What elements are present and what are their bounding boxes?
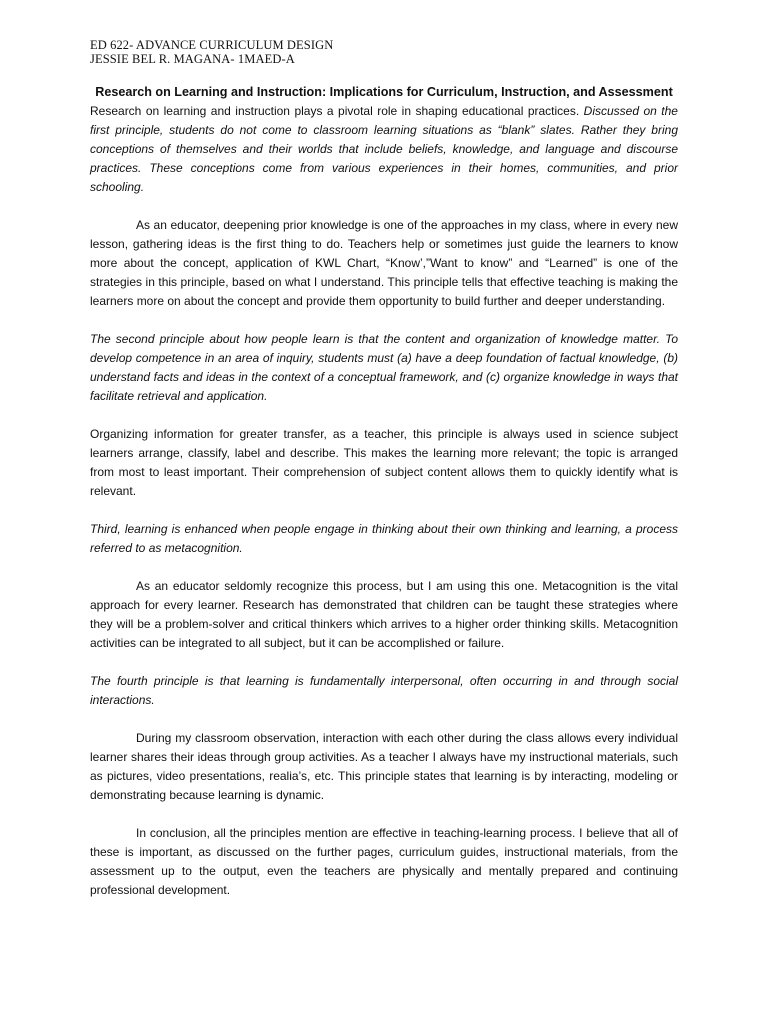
document-title: Research on Learning and Instruction: Implications for Curriculum, Instruction, and Assessment — [95, 85, 673, 99]
course-line: ED 622- ADVANCE CURRICULUM DESIGN — [90, 38, 334, 52]
first-principle-text: Discussed on the first principle, students do not come to classroom learning situations as “blank” slates. Rather they bring conceptions of themselves and their worlds that include beliefs, knowledge, and language and discourse practices. These conceptions come from various experiences in their homes, communities, and prior schooling. — [90, 104, 678, 194]
paragraph-metacognition: As an educator seldomly recognize this process, but I am using this one. Metacognition is the vital approach for every learner. Research has demonstrated that children can be taught these strategies where they will be a problem-solver and critical thinkers which arrives to a higher order thinking skills. Metacognition activities can be integrated to all subject, but it can be accomplished or failure. — [90, 579, 678, 650]
paragraph-intro — [90, 102, 678, 197]
document-body — [90, 82, 678, 900]
paragraph-second-principle: The second principle about how people learn is that the content and organization of knowledge matter. To develop competence in an area of inquiry, students must (a) have a deep foundation of factual knowledge, (b) understand facts and ideas in the context of a conceptual framework, and (c) organize knowledge in ways that facilitate retrieval and application. — [90, 332, 678, 403]
author-line: JESSIE BEL R. MAGANA- 1MAED-A — [90, 52, 295, 66]
paragraph-classroom-observation: During my classroom observation, interaction with each other during the class allows every individual learner shares their ideas through group activities. As a teacher I always have my instructional materials, such as pictures, video presentations, realia’s, etc. This principle states that learning is by interacting, modeling or demonstrating because learning is dynamic. — [90, 731, 678, 802]
document-header — [90, 38, 333, 66]
paragraph-fourth-principle: The fourth principle is that learning is fundamentally interpersonal, often occurring in and through social interactions. — [90, 674, 678, 707]
paragraph-prior-knowledge: As an educator, deepening prior knowledge is one of the approaches in my class, where in every new lesson, gathering ideas is the first thing to do. Teachers help or sometimes just guide the learners to know more about the concept, application of KWL Chart, “Know’,”Want to know” and “Learned” is one of the strategies in this principle, based on what I understand. This principle tells that effective teaching is making the learners more on about the concept and provide them opportunity to build further and deeper understanding. — [90, 218, 678, 308]
paragraph-third-principle: Third, learning is enhanced when people engage in thinking about their own thinking and learning, a process referred to as metacognition. — [90, 522, 678, 555]
intro-sentence: Research on learning and instruction plays a pivotal role in shaping educational practices. — [90, 104, 580, 118]
paragraph-conclusion: In conclusion, all the principles mention are effective in teaching-learning process. I believe that all of these is important, as discussed on the further pages, curriculum guides, instructional materials, from the assessment up to the output, even the teachers are physically and mentally prepared and continuing professional development. — [90, 826, 678, 897]
paragraph-organizing-information: Organizing information for greater transfer, as a teacher, this principle is always used in science subject learners arrange, classify, label and describe. This makes the learning more relevant; the topic is arranged from most to least important. Their comprehension of subject content allows them to quickly identify what is relevant. — [90, 427, 678, 498]
